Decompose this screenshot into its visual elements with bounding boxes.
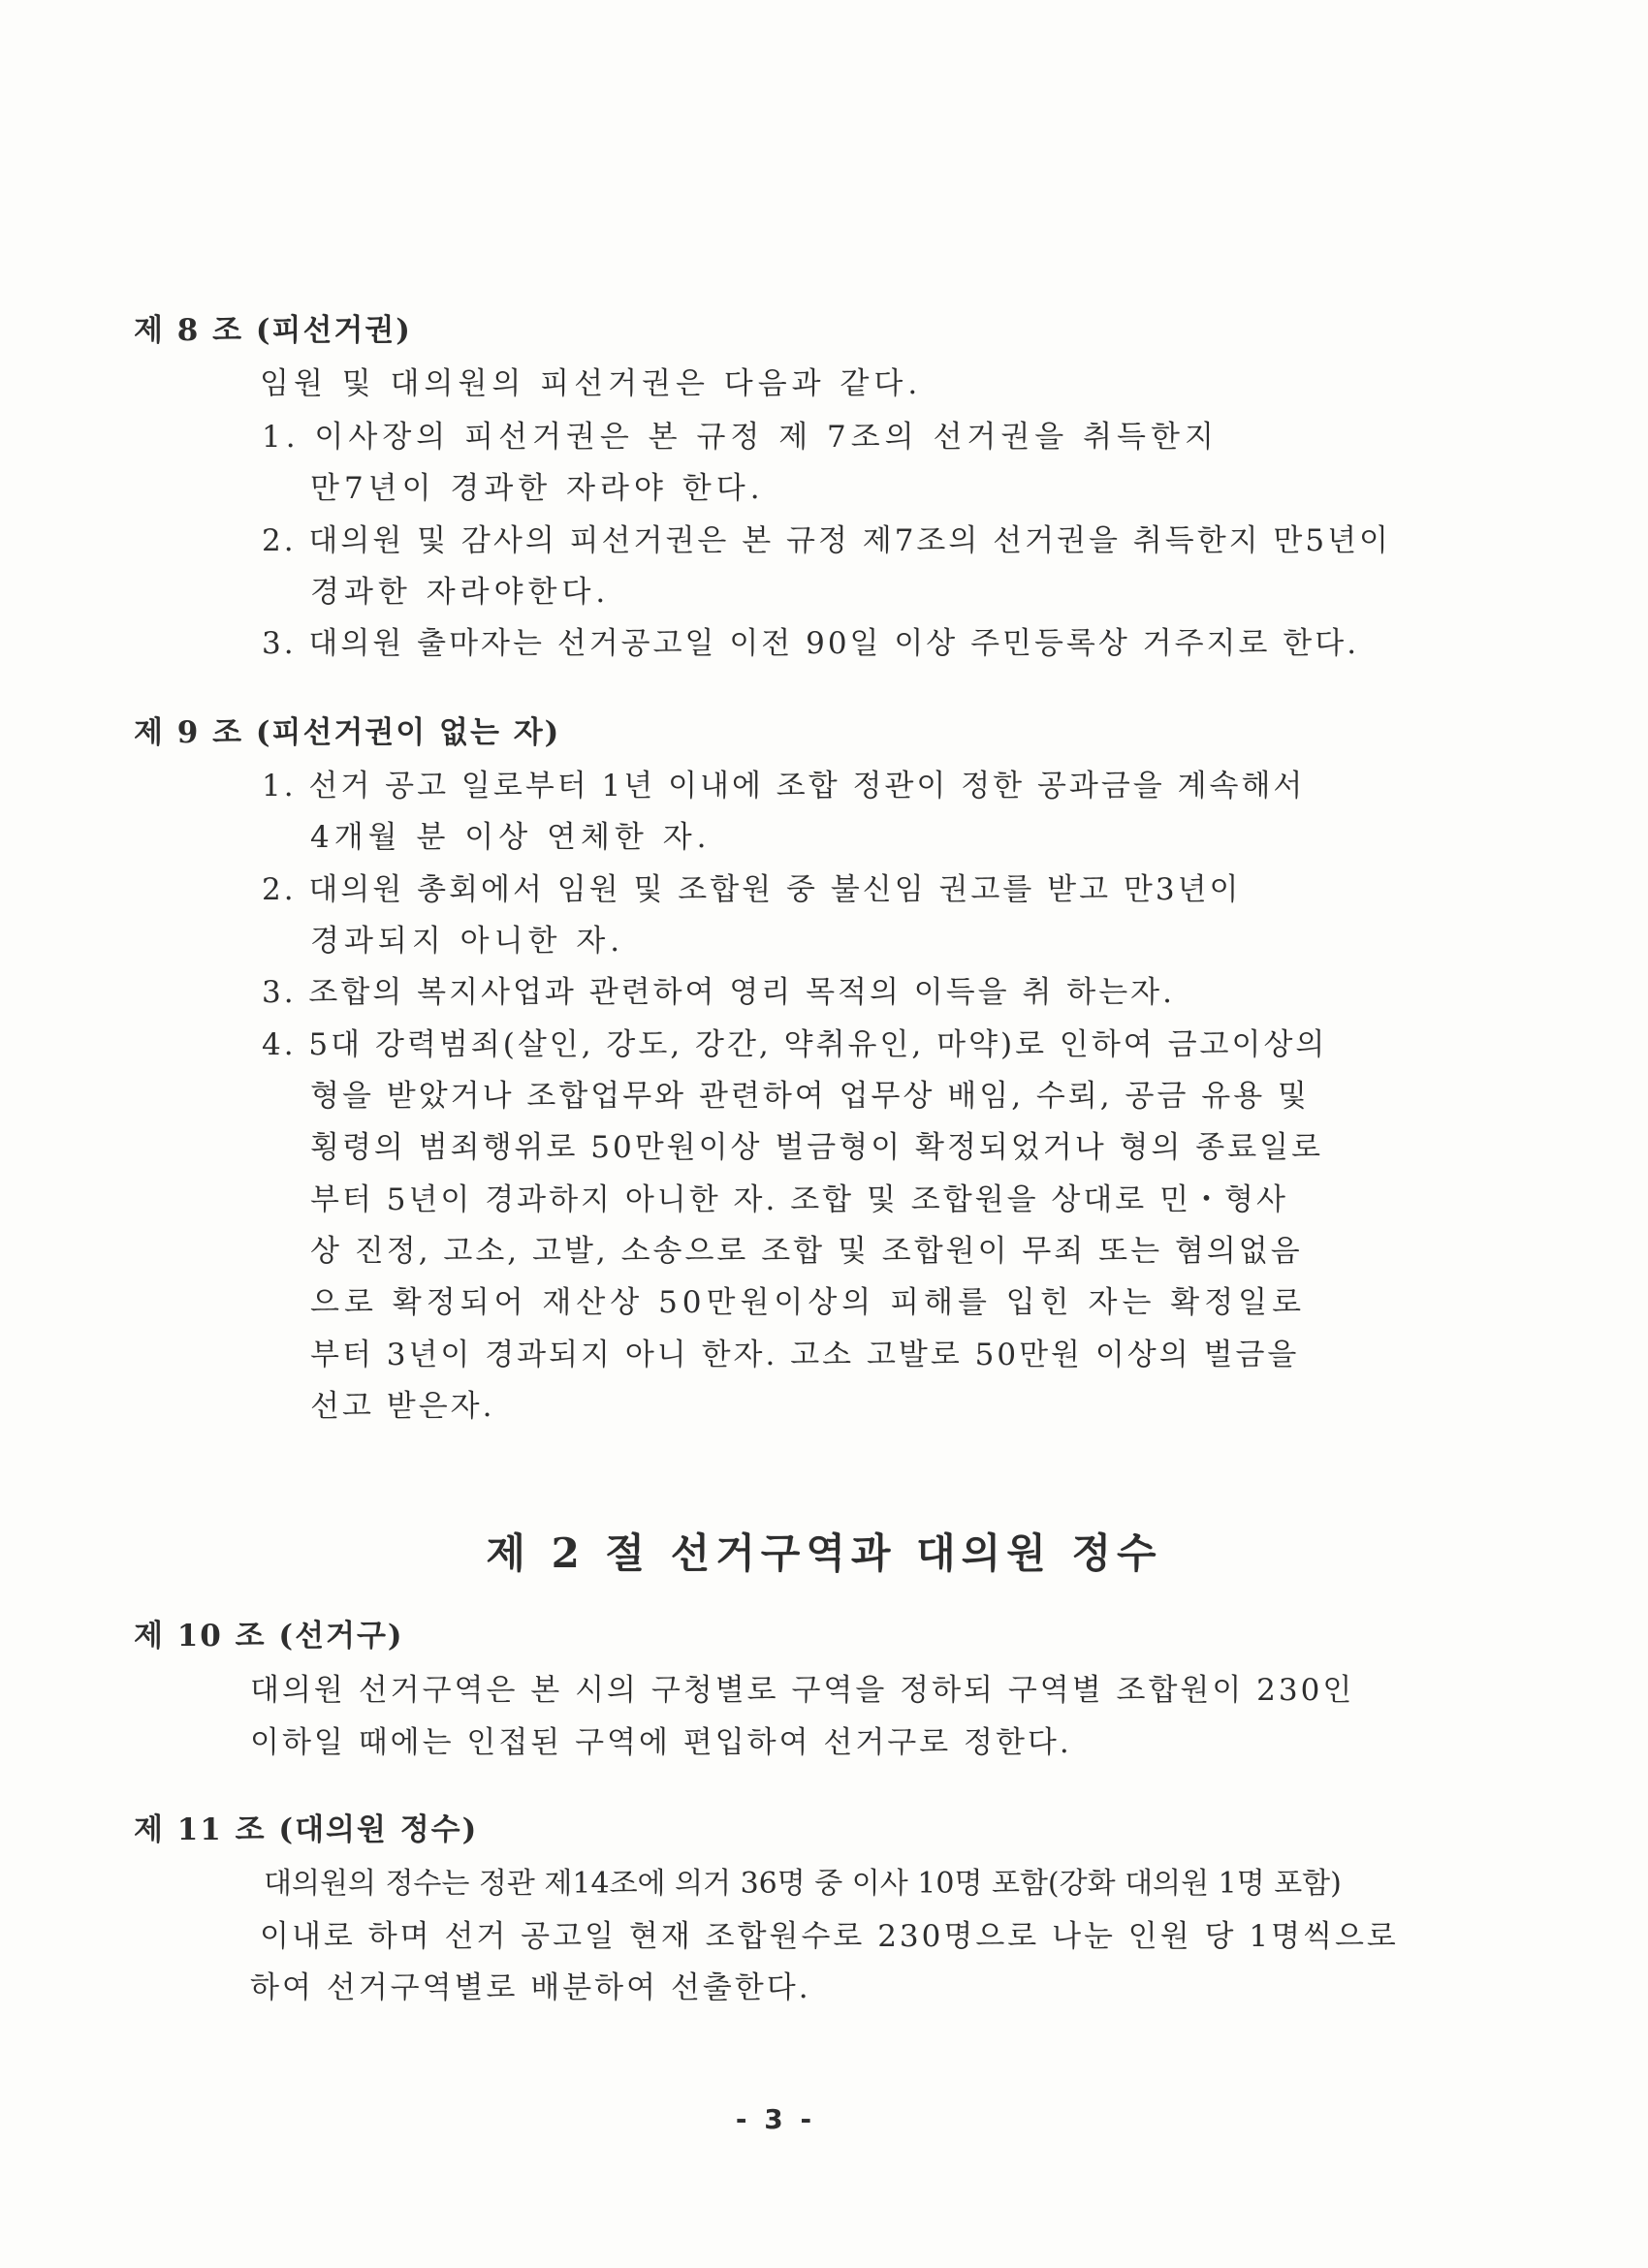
article-9-item-3: 3. 조합의 복지사업과 관련하여 영리 목적의 이득을 취 하는자.	[262, 975, 1175, 1010]
section-title: 제 2 절 선거구역과 대의원 정수	[486, 1529, 1162, 1577]
article-8-item-1: 1. 이사장의 피선거권은 본 규정 제 7조의 선거권을 취득한지	[262, 420, 1219, 455]
article-9-item-4-cont: 선고 받은자.	[310, 1389, 495, 1424]
article-9-item-2-cont: 경과되지 아니한 자.	[310, 924, 625, 959]
article-8-item-2-cont: 경과한 자라야한다.	[310, 575, 611, 610]
article-8-heading: 제 8 조 (피선거권)	[134, 313, 412, 348]
article-11-line-2: 이내로 하며 선거 공고일 현재 조합원수로 230명으로 나눈 인원 당 1명씩으로	[260, 1919, 1399, 1954]
page-number: - 3 -	[735, 2103, 816, 2135]
article-10-line-1: 대의원 선거구역은 본 시의 구청별로 구역을 정하되 구역별 조합원이 230인	[250, 1673, 1355, 1708]
article-9-item-4-cont: 으로 확정되어 재산상 50만원이상의 피해를 입힌 자는 확정일로	[310, 1285, 1307, 1320]
article-11-line-3: 하여 선거구역별로 배분하여 선출한다.	[250, 1970, 811, 2005]
article-8-item-1-cont: 만7년이 경과한 자라야 한다.	[310, 471, 765, 506]
article-9-item-1: 1. 선거 공고 일로부터 1년 이내에 조합 정관이 정한 공과금을 계속해서	[262, 769, 1306, 803]
article-10-line-2: 이하일 때에는 인접된 구역에 편입하여 선거구로 정한다.	[250, 1725, 1072, 1760]
article-9-heading: 제 9 조 (피선거권이 없는 자)	[134, 715, 561, 750]
article-9-item-2: 2. 대의원 총회에서 임원 및 조합원 중 불신임 권고를 받고 만3년이	[262, 872, 1242, 907]
article-9-item-4: 4. 5대 강력범죄(살인, 강도, 강간, 약취유인, 마약)로 인하여 금고이상의	[262, 1027, 1328, 1062]
article-9-item-4-cont: 부터 5년이 경과하지 아니한 자. 조합 및 조합원을 상대로 민・형사	[310, 1182, 1288, 1217]
article-8-item-2: 2. 대의원 및 감사의 피선거권은 본 규정 제7조의 선거권을 취득한지 만5년이	[262, 523, 1391, 558]
article-9-item-4-cont: 상 진정, 고소, 고발, 소송으로 조합 및 조합원이 무죄 또는 혐의없음	[310, 1234, 1303, 1269]
article-9-item-4-cont: 부터 3년이 경과되지 아니 한자. 고소 고발로 50만원 이상의 벌금을	[310, 1338, 1300, 1372]
article-11-heading: 제 11 조 (대의원 정수)	[134, 1812, 479, 1847]
article-8-intro: 임원 및 대의원의 피선거권은 다음과 같다.	[260, 366, 923, 401]
article-9-item-1-cont: 4개월 분 이상 연체한 자.	[310, 820, 712, 855]
article-10-heading: 제 10 조 (선거구)	[134, 1619, 404, 1654]
article-9-item-4-cont: 횡령의 범죄행위로 50만원이상 벌금형이 확정되었거나 형의 종료일로	[310, 1130, 1324, 1165]
article-9-item-4-cont: 형을 받았거나 조합업무와 관련하여 업무상 배임, 수뢰, 공금 유용 및	[310, 1079, 1310, 1114]
article-11-line-1: 대의원의 정수는 정관 제14조에 의거 36명 중 이사 10명 포함(강화 대의원 1명 포함)	[264, 1867, 1342, 1901]
article-8-item-3: 3. 대의원 출마자는 선거공고일 이전 90일 이상 주민등록상 거주지로 한다.	[262, 626, 1360, 661]
